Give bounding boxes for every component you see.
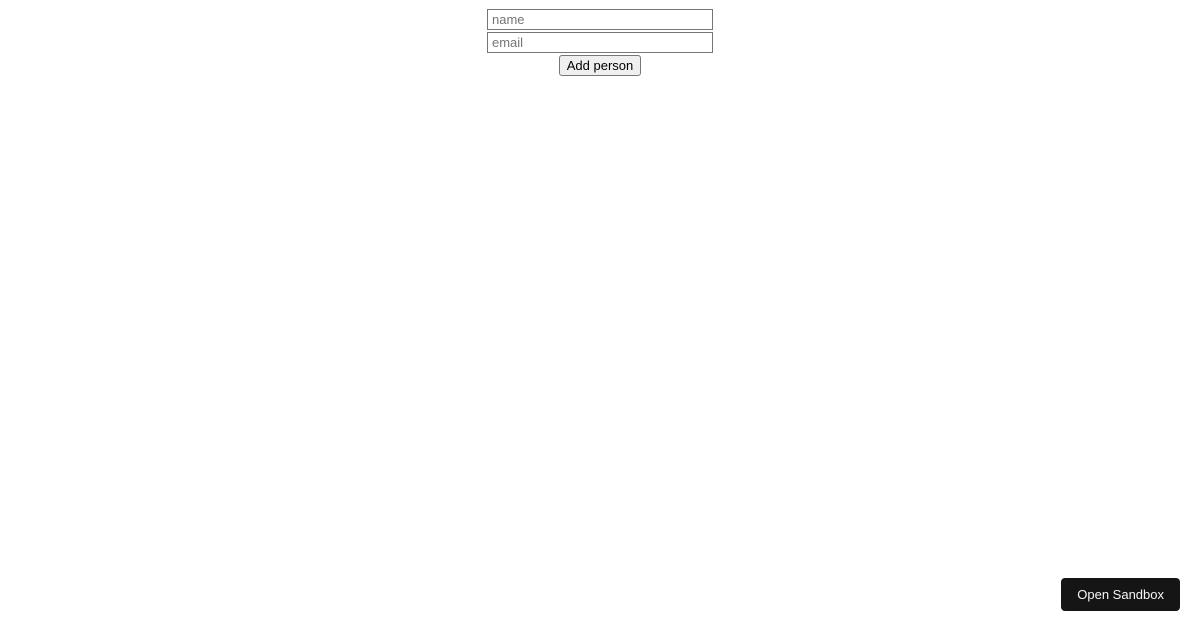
name-input[interactable] <box>487 9 713 30</box>
open-sandbox-button[interactable]: Open Sandbox <box>1061 578 1180 611</box>
email-input[interactable] <box>487 32 713 53</box>
add-person-form <box>0 0 1200 76</box>
add-person-button[interactable]: Add person <box>559 55 642 76</box>
